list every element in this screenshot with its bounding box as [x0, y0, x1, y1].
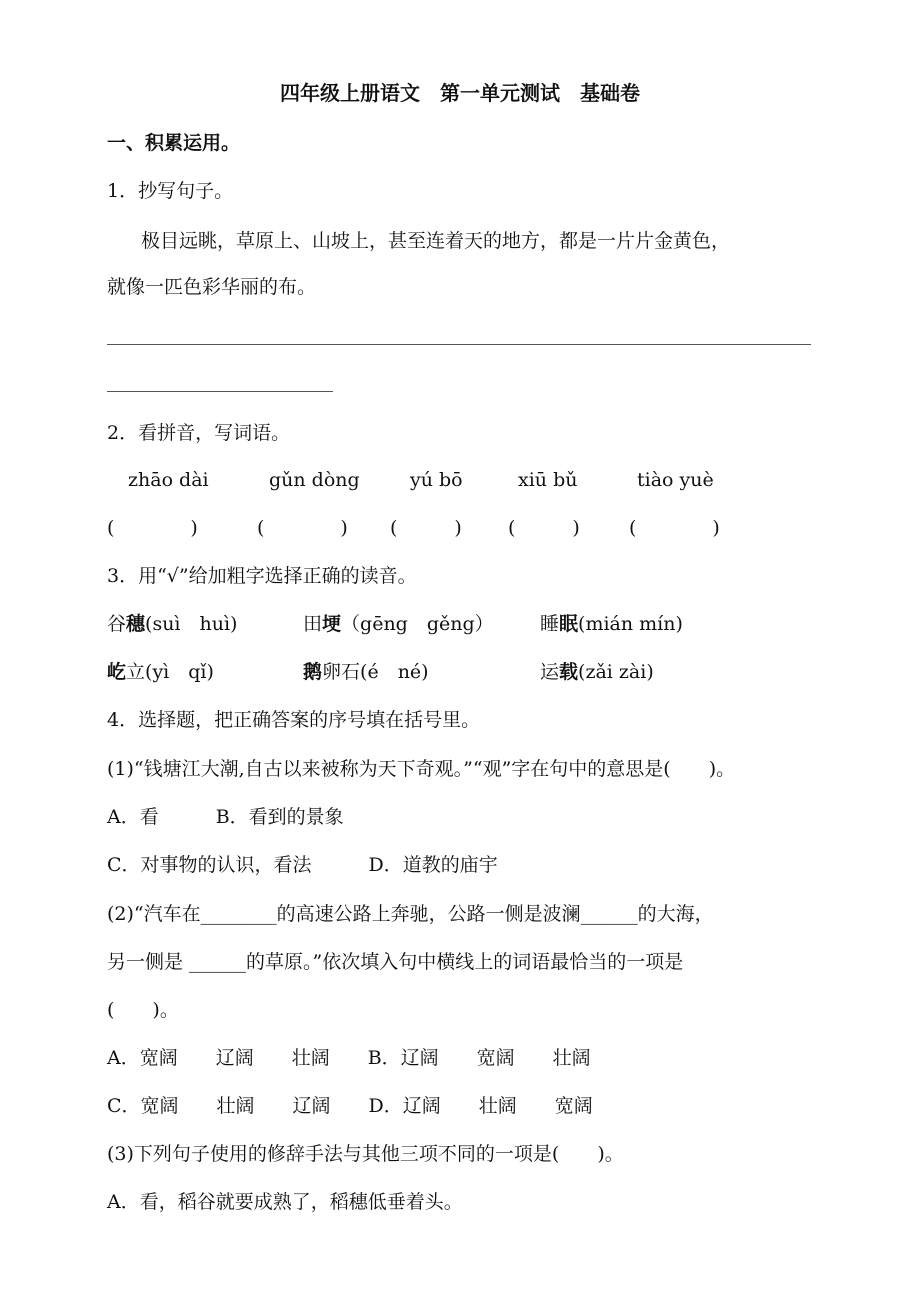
- question-4-2-line-1: (2)“汽车在________的高速公路上奔驰，公路一侧是波澜______的大海，: [107, 903, 714, 925]
- question-3-prompt: 3．用“√”给加粗字选择正确的读音。: [107, 565, 417, 587]
- writing-line-2[interactable]: [107, 391, 333, 392]
- writing-line-1[interactable]: [107, 344, 811, 345]
- question-4-2-line-2: 另一侧是 ______的草原。”依次填入句中横线上的词语最恰当的一项是: [107, 951, 684, 973]
- copy-sentence-line-2: 就像一匹色彩华丽的布。: [107, 276, 317, 298]
- question-4-3: (3)下列句子使用的修辞手法与其他三项不同的一项是( )。: [107, 1143, 624, 1165]
- pinyin-2: gǔn dòng: [269, 469, 360, 491]
- answer-bracket-3[interactable]: ( ): [390, 517, 462, 539]
- reading-item[interactable]: 谷穗(suì huì): [107, 613, 238, 635]
- question-4-2-options-cd[interactable]: C．宽阔 壮阔 辽阔 D．辽阔 壮阔 宽阔: [107, 1095, 593, 1117]
- question-4-2-options-ab[interactable]: A．宽阔 辽阔 壮阔 B．辽阔 宽阔 壮阔: [107, 1047, 591, 1069]
- reading-item[interactable]: 田埂（gēng gěng）: [303, 613, 494, 635]
- pinyin-4: xiū bǔ: [518, 469, 578, 491]
- pinyin-1: zhāo dài: [128, 469, 209, 491]
- answer-bracket-1[interactable]: ( ): [107, 517, 198, 539]
- question-4-1-options-cd[interactable]: C．对事物的认识，看法 D．道教的庙宇: [107, 854, 498, 876]
- copy-sentence-line-1: 极目远眺，草原上、山坡上，甚至连着天的地方，都是一片片金黄色，: [141, 230, 731, 252]
- question-4-1: (1)“钱塘江大潮,自古以来被称为天下奇观。”“观”字在句中的意思是( )。: [107, 758, 736, 780]
- page-title: 四年级上册语文 第一单元测试 基础卷: [280, 81, 640, 105]
- reading-item[interactable]: 屹立(yì qǐ): [107, 661, 214, 683]
- answer-bracket-2[interactable]: ( ): [257, 517, 348, 539]
- reading-item[interactable]: 鹅卵石(é né): [303, 661, 429, 683]
- reading-item[interactable]: 睡眠(mián mín): [540, 613, 683, 635]
- question-4-2-line-3[interactable]: ( )。: [107, 999, 179, 1021]
- reading-item[interactable]: 运载(zǎi zài): [540, 661, 654, 683]
- question-2-prompt: 2．看拼音，写词语。: [107, 422, 291, 444]
- question-4-prompt: 4．选择题，把正确答案的序号填在括号里。: [107, 709, 481, 731]
- section-heading: 一、积累运用。: [107, 132, 241, 154]
- answer-bracket-5[interactable]: ( ): [629, 517, 720, 539]
- question-4-3-option-a[interactable]: A．看，稻谷就要成熟了，稻穗低垂着头。: [107, 1191, 463, 1213]
- pinyin-3: yú bō: [410, 469, 463, 491]
- answer-bracket-4[interactable]: ( ): [508, 517, 580, 539]
- pinyin-5: tiào yuè: [637, 469, 714, 491]
- question-1-prompt: 1．抄写句子。: [107, 180, 234, 202]
- question-4-1-options-ab[interactable]: A．看 B．看到的景象: [107, 806, 344, 828]
